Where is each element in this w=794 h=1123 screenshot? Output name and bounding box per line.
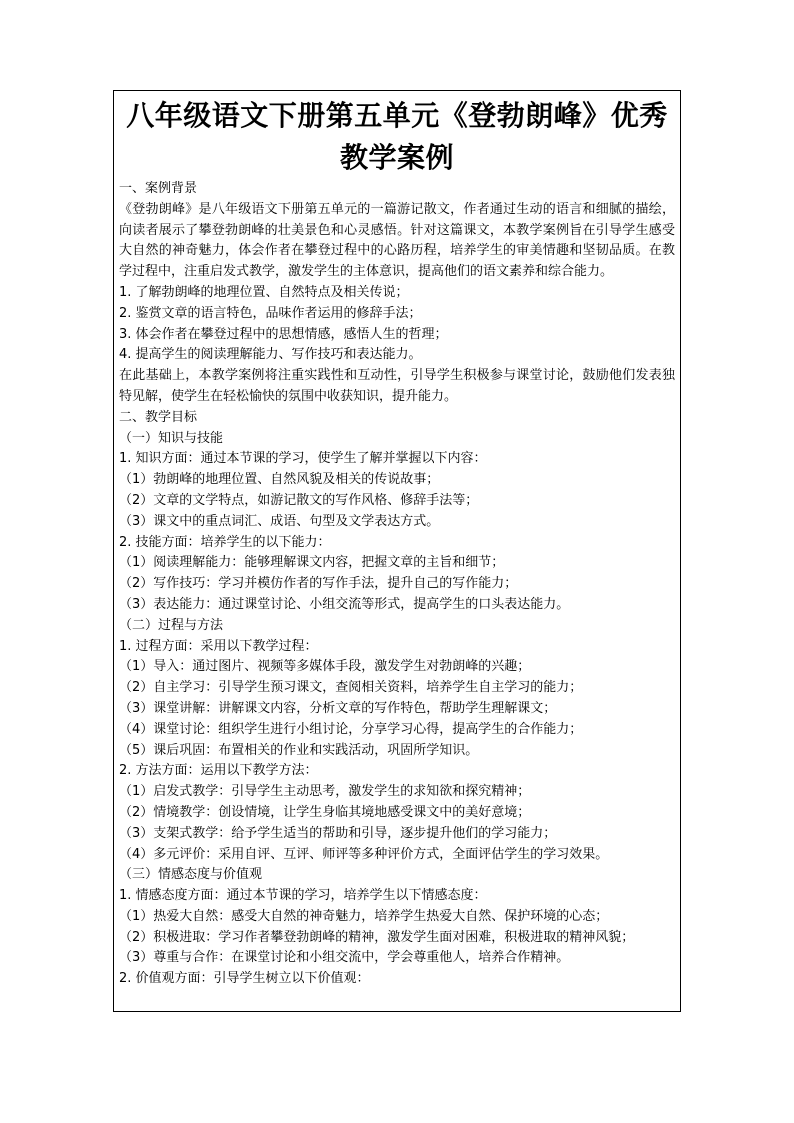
list-item: （1）导入：通过图片、视频等多媒体手段，激发学生对勃朗峰的兴趣； (119, 659, 531, 675)
list-item: （2）文章的文学特点，如游记散文的写作风格、修辞手法等； (119, 492, 479, 508)
subsection-heading: （二）过程与方法 (119, 617, 224, 633)
list-item: 2. 价值观方面：引导学生树立以下价值观： (119, 971, 370, 987)
paragraph: 《登勃朗峰》是八年级语文下册第五单元的一篇游记散文，作者通过生动的语言和细腻的描绘，向读者展示了攀登勃朗峰的壮美景色和心灵感悟。针对这篇课文，本教学案例旨在引导学生感受大自然的神奇魅力，体会作者在攀登过程中的心路历程，培养学生的审美情趣和坚韧品质。在教学过程中，注重启发式教学，激发学生的主体意识，提高他们的语文素养和综合能力。 (119, 201, 675, 280)
list-item: （3）课文中的重点词汇、成语、句型及文学表达方式。 (119, 513, 440, 529)
document-body (119, 179, 675, 990)
section-heading: 二、教学目标 (119, 409, 198, 425)
list-item: （3）课堂讲解：讲解课文内容，分析文章的写作特色，帮助学生理解课文； (119, 700, 557, 716)
list-item: 1. 情感态度方面：通过本节课的学习，培养学生以下情感态度： (119, 888, 487, 904)
paragraph: 在此基础上，本教学案例将注重实践性和互动性，引导学生积极参与课堂讨论，鼓励他们发表独特见解，使学生在轻松愉快的氛围中收获知识，提升能力。 (119, 368, 675, 404)
list-item: （1）阅读理解能力：能够理解课文内容，把握文章的主旨和细节； (119, 555, 505, 571)
list-item: 2. 鉴赏文章的语言特色，品味作者运用的修辞手法； (119, 305, 422, 321)
list-item: （2）情境教学：创设情境，让学生身临其境地感受课文中的美好意境； (119, 804, 531, 820)
list-item: （3）表达能力：通过课堂讨论、小组交流等形式，提高学生的口头表达能力。 (119, 596, 570, 612)
list-item: （1）启发式教学：引导学生主动思考，激发学生的求知欲和探究精神； (119, 784, 531, 800)
list-item: 3. 体会作者在攀登过程中的思想情感，感悟人生的哲理； (119, 326, 448, 342)
list-item: （5）课后巩固：布置相关的作业和实践活动，巩固所学知识。 (119, 742, 479, 758)
list-item: （1）热爱大自然：感受大自然的神奇魅力，培养学生热爱大自然、保护环境的心态； (119, 908, 609, 924)
title-line-2: 教学案例 (339, 141, 454, 174)
list-item: （4）课堂讨论：组织学生进行小组讨论，分享学习心得，提高学生的合作能力； (119, 721, 583, 737)
list-item: 1. 过程方面：采用以下教学过程： (119, 638, 318, 654)
list-item: 1. 了解勃朗峰的地理位置、自然特点及相关传说； (119, 284, 409, 300)
section-heading: 一、案例背景 (119, 181, 198, 196)
list-item: （3）尊重与合作：在课堂讨论和小组交流中，学会尊重他人，培养合作精神。 (119, 950, 570, 966)
list-item: （3）支架式教学：给予学生适当的帮助和引导，逐步提升他们的学习能力； (119, 825, 557, 841)
title-line-1: 八年级语文下册第五单元《登勃朗峰》优秀 (126, 99, 668, 132)
list-item: （1）勃朗峰的地理位置、自然风貌及相关的传说故事； (119, 472, 440, 488)
list-item: 4. 提高学生的阅读理解能力、写作技巧和表达能力。 (119, 347, 422, 363)
list-item: （2）自主学习：引导学生预习课文，查阅相关资料，培养学生自主学习的能力； (119, 680, 583, 696)
list-item: 2. 技能方面：培养学生的以下能力： (119, 534, 331, 550)
subsection-heading: （一）知识与技能 (119, 430, 224, 446)
document-frame (113, 90, 681, 1012)
page-title (114, 95, 680, 179)
subsection-heading: （三）情感态度与价值观 (119, 867, 263, 883)
list-item: （2）写作技巧：学习并模仿作者的写作手法，提升自己的写作能力； (119, 576, 518, 592)
list-item: 2. 方法方面：运用以下教学方法： (119, 763, 318, 779)
list-item: 1. 知识方面：通过本节课的学习，使学生了解并掌握以下内容： (119, 451, 487, 467)
list-item: （2）积极进取：学习作者攀登勃朗峰的精神，激发学生面对困难，积极进取的精神风貌； (119, 929, 635, 945)
list-item: （4）多元评价：采用自评、互评、师评等多种评价方式，全面评估学生的学习效果。 (119, 846, 609, 862)
